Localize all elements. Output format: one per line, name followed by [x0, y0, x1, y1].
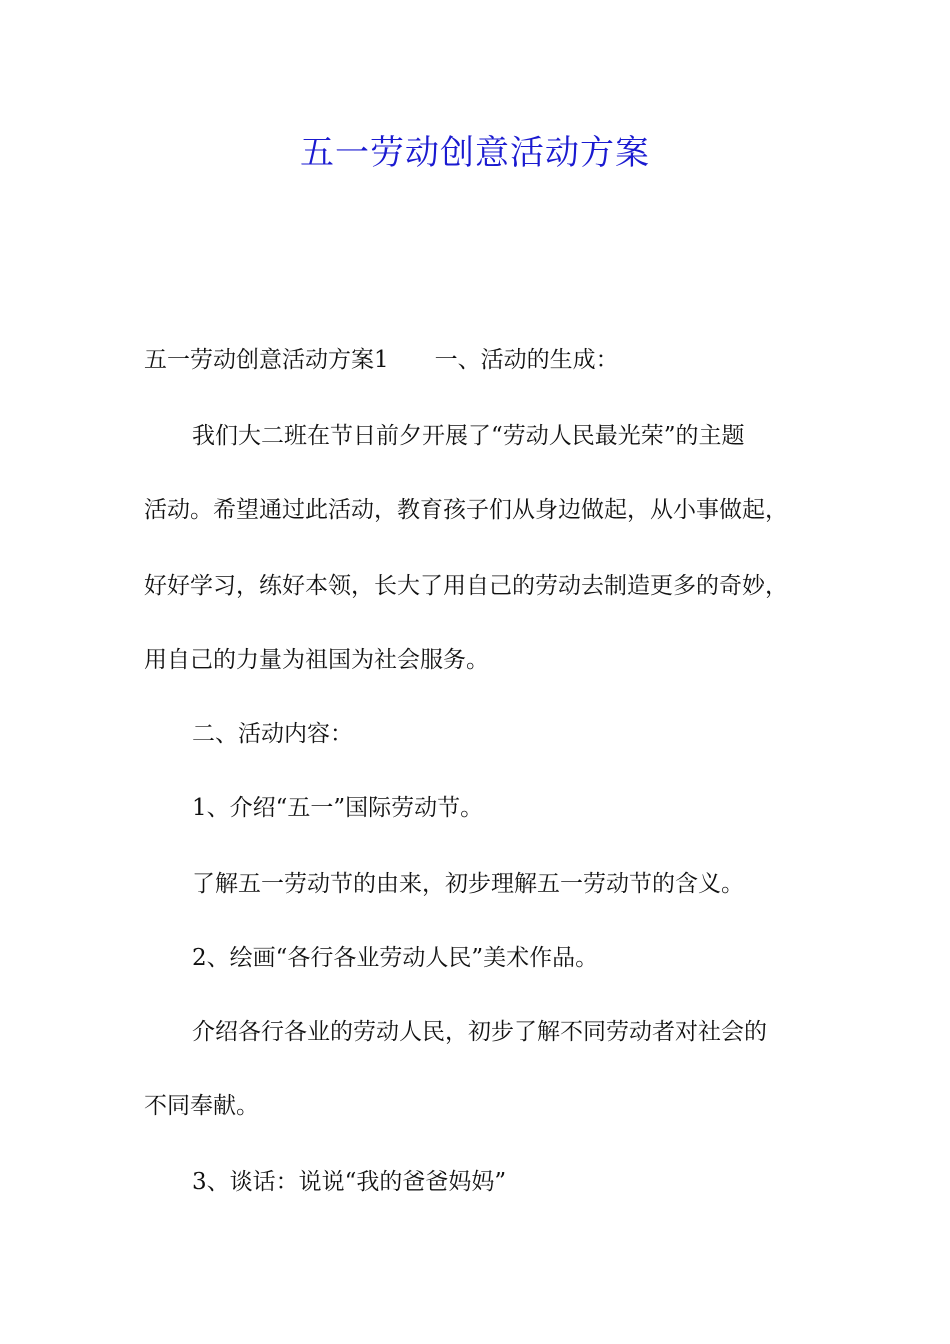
list-item-description: 不同奉献。 [144, 1093, 259, 1119]
list-item: 1、介绍“五一”国际劳动节。 [192, 795, 484, 821]
section-heading-line [144, 348, 619, 372]
list-item: 2、绘画“各行各业劳动人民”美术作品。 [192, 945, 599, 971]
section-1-heading: 一、活动的生成： [434, 347, 619, 373]
section-2-heading: 二、活动内容： [192, 721, 353, 747]
list-item-description: 了解五一劳动节的由来，初步理解五一劳动节的含义。 [192, 871, 744, 897]
paragraph-line: 活动。希望通过此活动，教育孩子们从身边做起，从小事做起， [144, 497, 788, 523]
list-item-description: 介绍各行各业的劳动人民，初步了解不同劳动者对社会的 [192, 1019, 767, 1045]
paragraph-line: 我们大二班在节日前夕开展了“劳动人民最光荣”的主题 [192, 423, 745, 449]
plan-number-label: 五一劳动创意活动方案1 [144, 347, 389, 373]
paragraph-line: 好好学习，练好本领，长大了用自己的劳动去制造更多的奇妙， [144, 573, 788, 599]
list-item: 3、谈话：说说“我的爸爸妈妈” [192, 1169, 507, 1195]
paragraph-line: 用自己的力量为祖国为社会服务。 [144, 647, 489, 673]
document-title: 五一劳动创意活动方案 [300, 133, 650, 173]
